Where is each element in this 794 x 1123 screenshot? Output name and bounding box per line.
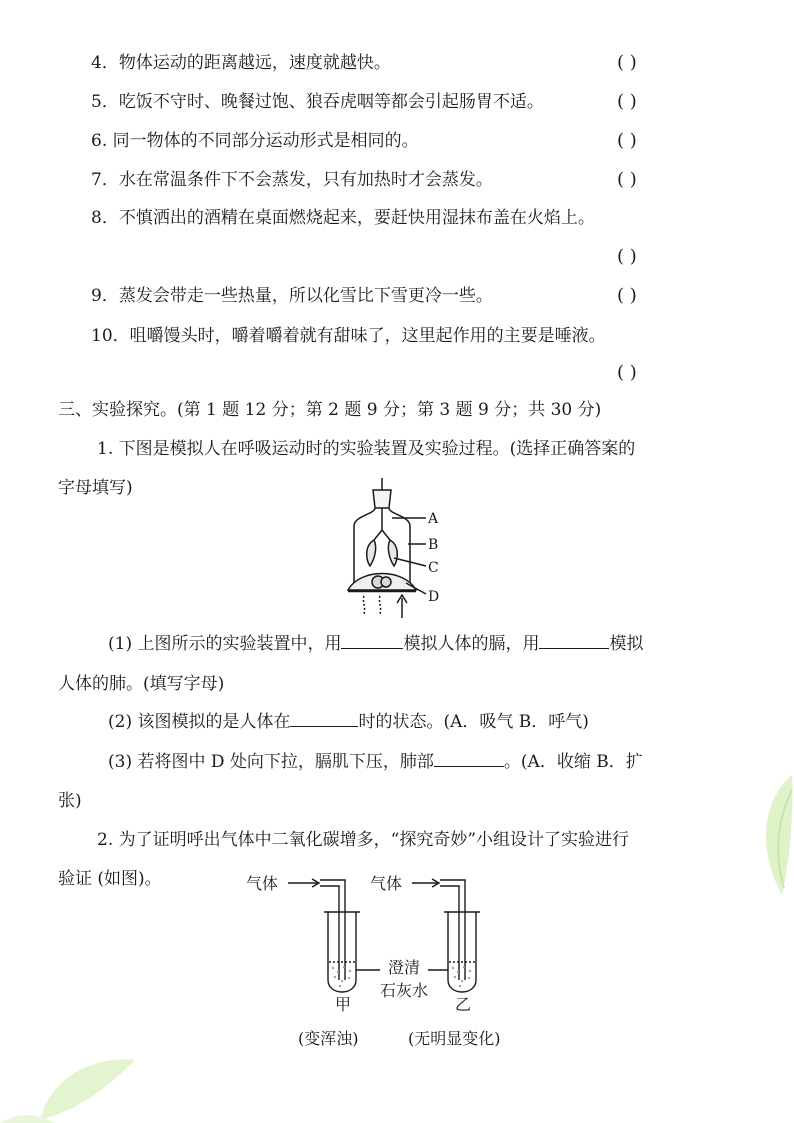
answer-paren-6[interactable]: ( ) <box>617 130 637 151</box>
answer-paren-4[interactable]: ( ) <box>617 52 637 73</box>
answer-blank-state[interactable] <box>290 710 358 727</box>
label-b: B <box>428 537 439 553</box>
bell-jar-breathing-model-diagram <box>340 478 460 618</box>
q2-stem-line2: 验证 (如图)。 <box>58 869 162 889</box>
sub-question-1-line1 <box>108 632 643 656</box>
judgment-question-7: 7．水在常温条件下不会蒸发，只有加热时才会蒸发。 <box>91 170 493 190</box>
sub3-text-a: (3) 若将图中 D 处向下拉，膈肌下压，肺部 <box>108 752 434 772</box>
limewater-label-line2: 石灰水 <box>380 981 429 1000</box>
tube-name-right: 乙 <box>455 995 472 1014</box>
label-d: D <box>428 589 440 605</box>
result-right: (无明显变化) <box>408 1029 501 1048</box>
judgment-question-4: 4．物体运动的距离越远，速度就越快。 <box>91 53 391 73</box>
sub3-text-b: 。(A．收缩 B．扩 <box>503 752 643 772</box>
answer-paren-5[interactable]: ( ) <box>617 91 637 112</box>
q1-stem-line1: 1. 下图是模拟人在呼吸运动时的实验装置及实验过程。(选择正确答案的 <box>97 439 636 459</box>
result-left: (变浑浊) <box>298 1029 359 1048</box>
sub2-text-b: 时的状态。(A．吸气 B．呼气) <box>358 712 589 732</box>
test-tube-experiment-diagram <box>240 870 560 1060</box>
answer-blank-lung-change[interactable] <box>434 750 504 767</box>
answer-paren-10[interactable]: ( ) <box>617 362 637 383</box>
judgment-question-9: 9．蒸发会带走一些热量，所以化雪比下雪更冷一些。 <box>91 286 493 306</box>
answer-paren-7[interactable]: ( ) <box>617 169 637 190</box>
judgment-question-10: 10．咀嚼馒头时，嚼着嚼着就有甜味了，这里起作用的主要是唾液。 <box>91 326 606 346</box>
sub-question-3-line1 <box>108 750 643 774</box>
sub-question-3-line2: 张) <box>58 791 82 811</box>
sub2-text-a: (2) 该图模拟的是人体在 <box>108 712 291 732</box>
q2-stem-line1: 2. 为了证明呼出气体中二氧化碳增多，“探究奇妙”小组设计了实验进行 <box>97 830 630 850</box>
answer-blank-lung[interactable] <box>539 632 609 649</box>
answer-paren-8[interactable]: ( ) <box>617 246 637 267</box>
judgment-question-6: 6. 同一物体的不同部分运动形式是相同的。 <box>91 131 419 151</box>
answer-blank-diaphragm[interactable] <box>341 632 403 649</box>
sub1-text-c: 模拟 <box>609 634 644 654</box>
sub-question-2 <box>108 710 589 734</box>
limewater-label-line1: 澄清 <box>388 958 421 977</box>
gas-label-left: 气体 <box>246 874 279 893</box>
label-c: C <box>428 560 439 576</box>
gas-label-right: 气体 <box>370 874 403 893</box>
sub1-text-a: (1) 上图所示的实验装置中，用 <box>108 634 342 654</box>
tube-name-left: 甲 <box>335 995 352 1014</box>
label-a: A <box>428 511 439 527</box>
section-heading: 三、实验探究。(第 1 题 12 分；第 2 题 9 分；第 3 题 9 分；共 30 分) <box>58 400 602 420</box>
judgment-question-5: 5．吃饭不守时、晚餐过饱、狼吞虎咽等都会引起肠胃不适。 <box>91 92 544 112</box>
green-leaf-bottom-left-decoration <box>0 1040 140 1123</box>
green-leaf-right-decoration <box>752 770 794 900</box>
q1-stem-line2: 字母填写) <box>58 478 133 498</box>
sub1-text-b: 模拟人体的膈，用 <box>403 634 540 654</box>
answer-paren-9[interactable]: ( ) <box>617 285 637 306</box>
judgment-question-8: 8．不慎洒出的酒精在桌面燃烧起来，要赶快用湿抹布盖在火焰上。 <box>91 208 595 228</box>
sub-question-1-line2: 人体的肺。(填写字母) <box>58 674 225 694</box>
